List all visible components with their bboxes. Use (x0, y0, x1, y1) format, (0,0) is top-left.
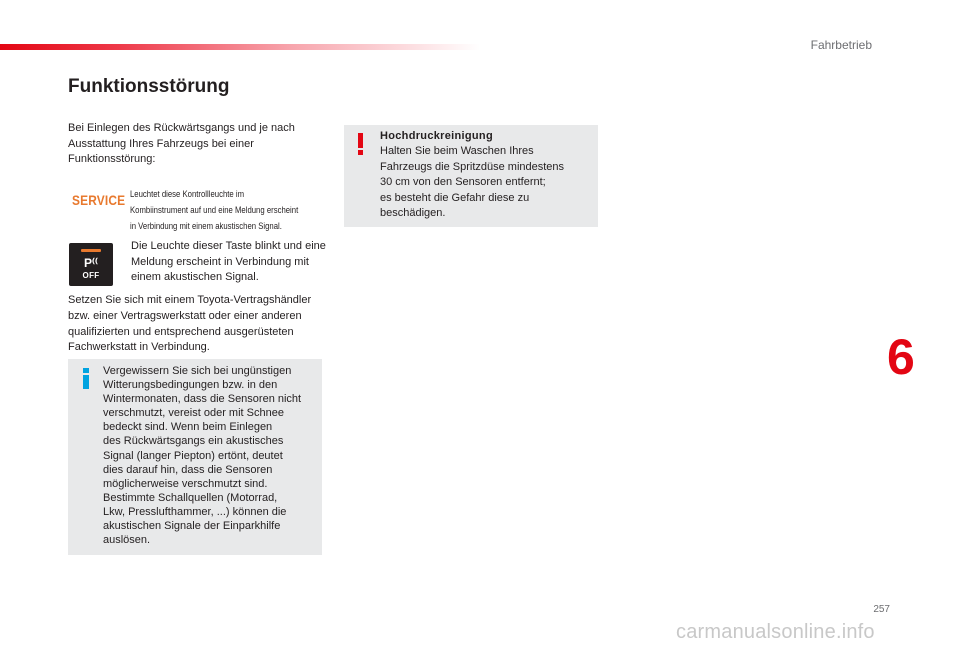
info-text-line: Lkw, Presslufthammer, ...) können die (103, 505, 287, 518)
warning-text (380, 144, 592, 222)
warning-box (344, 125, 598, 227)
info-text-line: auslösen. (103, 534, 151, 547)
watermark: carmanualsonline.info (676, 621, 875, 643)
warning-text-line: Fahrzeugs die Spritzdüse mindestens (380, 160, 565, 173)
info-box (68, 359, 322, 555)
info-text-line: möglicherweise verschmutzt sind. (103, 477, 268, 490)
service-text-line: Leuchtet diese Kontrollleuchte im (130, 189, 245, 199)
page-title: Funktionsstörung (68, 76, 230, 97)
intro-paragraph: Bei Einlegen des Rückwärtsgangs und je nach Ausstattung Ihres Fahrzeugs bei einer Funktionsstörung: (68, 122, 295, 165)
warning-text-line: 30 cm von den Sensoren entfernt; (380, 176, 546, 189)
info-text-line: Bestimmte Schallquellen (Motorrad, (103, 491, 278, 504)
section-label: Fahrbetrieb (810, 38, 872, 52)
header-accent-bar (0, 44, 480, 50)
service-warning-icon: SERVICE (72, 192, 126, 208)
exclamation-warning-icon (356, 133, 366, 155)
info-text-line: Signal (langer Piepton) ertönt, deutet (103, 449, 283, 462)
warning-text-line: Halten Sie beim Waschen Ihres (380, 145, 534, 157)
info-text-line: akustischen Signale der Einparkhilfe (103, 520, 281, 533)
info-text-line: verschmutzt, vereist oder mit Schnee (103, 407, 284, 420)
park-icon-off-label: OFF (82, 271, 100, 280)
info-text-line: Witterungsbedingungen bzw. in den (103, 379, 278, 392)
chapter-number: 6 (887, 329, 915, 385)
park-icon-indicator-bar (81, 249, 101, 252)
info-icon (81, 368, 93, 390)
service-text-line: Kombiinstrument auf und eine Meldung erscheint (130, 205, 299, 215)
service-text-line: in Verbindung mit einem akustischen Signal. (130, 221, 282, 231)
info-box-text (103, 364, 323, 547)
warning-text-line: es besteht die Gefahr diese zu (380, 191, 530, 204)
info-text-line: dies darauf hin, dass die Sensoren (103, 463, 273, 476)
info-text-line: bedeckt sind. Wenn beim Einlegen (103, 421, 273, 434)
park-button-text: Die Leuchte dieser Taste blinkt und eine Meldung erscheint in Verbindung mit einem akustischen Signal. (131, 240, 326, 283)
park-assist-off-icon (69, 243, 113, 286)
service-indicator-text (130, 186, 330, 234)
park-icon-glyph: P⁽⁽ (84, 256, 98, 270)
contact-dealer-text: Setzen Sie sich mit einem Toyota-Vertragshändler bzw. einer Vertragswerkstatt oder einer anderen qualifizierten und entsprechend ausgerüsteten Fachwerkstatt in Verbindung. (68, 294, 312, 354)
info-text-line: des Rückwärtsgangs ein akustisches (103, 435, 284, 448)
warning-title: Hochdruckreinigung (380, 130, 493, 142)
warning-text-line: beschädigen. (380, 207, 446, 220)
info-text-line: Wintermonaten, dass die Sensoren nicht (103, 393, 302, 406)
info-text-line: Vergewissern Sie sich bei ungünstigen (103, 365, 292, 377)
page-number: 257 (873, 604, 890, 615)
